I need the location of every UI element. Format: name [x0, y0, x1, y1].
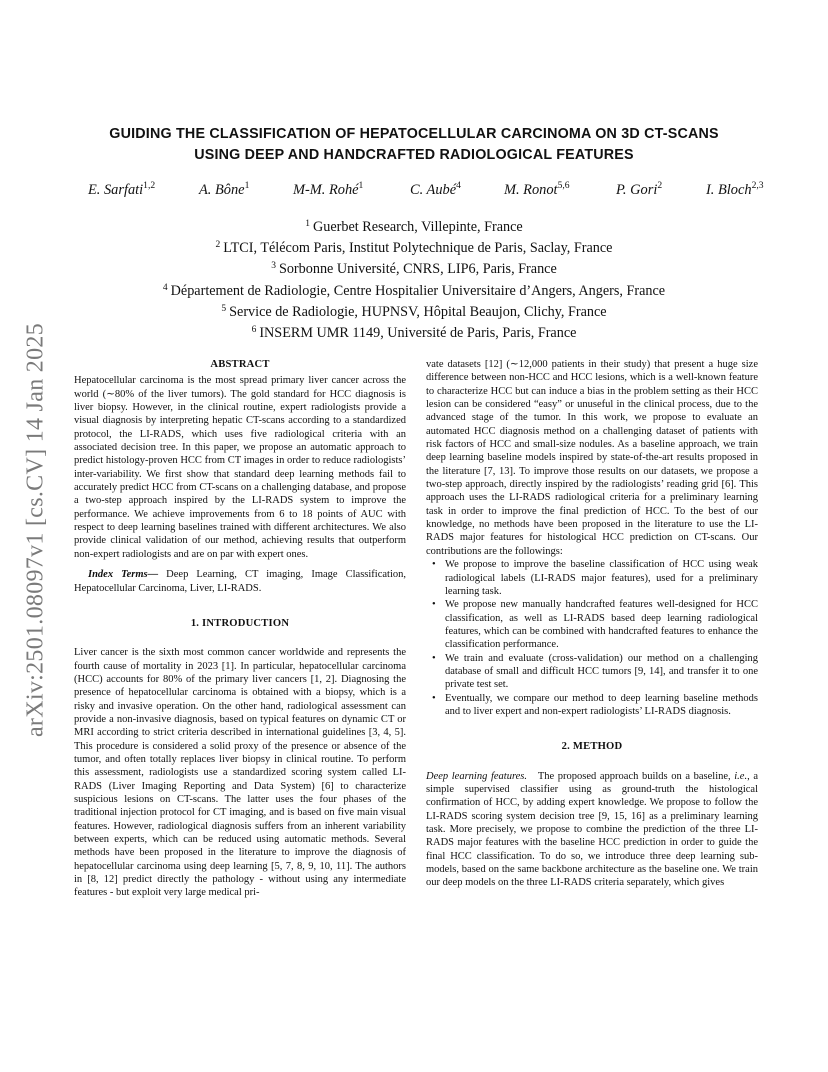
- arxiv-stamp-text: arXiv:2501.08097v1 [cs.CV] 14 Jan 2025: [22, 322, 49, 738]
- author: E. Sarfati$^{1,2}$: [88, 180, 156, 198]
- affiliation: $^3$ Sorbonne Université, CNRS, LIP6, Paris, France: [271, 261, 557, 278]
- index-terms: [74, 568, 406, 595]
- affiliation: $^5$ Service de Radiologie, HUPNSV, Hôpital Beaujon, Clichy, France: [221, 303, 607, 320]
- contribution-item: • We propose to improve the baseline classification of HCC using weak radiological labels (LI-RADS major features), used for a preliminary learning task.: [432, 559, 758, 597]
- author: M-M. Rohé$^1$: [293, 180, 364, 198]
- title-line-2: USING DEEP AND HANDCRAFTED RADIOLOGICAL FEATURES: [194, 147, 634, 163]
- author: P. Gori$^2$: [616, 180, 663, 198]
- author: I. Bloch$^{2,3}$: [706, 180, 764, 198]
- affiliation: $^6$ INSERM UMR 1149, Université de Paris, Paris, France: [251, 325, 577, 342]
- method-subheading: Deep learning features.: [426, 770, 528, 782]
- arxiv-stamp: [16, 300, 56, 760]
- abstract-text: Hepatocellular carcinoma is the most spread primary liver cancer across the world (∼80% of the liver tumors). The gold standard for HCC diagnosis is liver biopsy. However, in the clinical routine, expert radiologists provide a visual diagnosis by interpreting hepatic CT-scans according to a standardized protocol, the LI-RADS, which uses five radiological criteria with an associated decision tree. In this paper, we propose an automatic approach to predict histology-proven HCC from CT images in order to reduce radiologists’ inter-variability. We first show that standard deep learning methods fail to accurately predict HCC from CT-scans on a challenging database, and propose a two-step approach inspired by the LI-RADS system to improve the performance. We achieve improvements from 6 to 18 points of AUC with respect to deep learning baselines trained with different architectures. We also provide clinical validation of our method, achieving results that outperform non-expert radiologists and are on par with expert ones.: [74, 375, 406, 560]
- introduction-continuation: vate datasets [12] (∼12,000 patients in their study) that present a huge size difference between non-HCC and HCC lesions, which is a well-known feature to characterize HCC but can induce a bias in the problem setting as their HCC lesion can be considered “easy” or unuseful in the clinical process, due to the advanced stage of the tumor. In this work, we propose to evaluate an automated HCC diagnosis method on a challenging dataset of patients with risk factors of HCC and small-size nodules. As a baseline approach, we train deep learning baseline models inspired by state-of-the-art results proposed in the literature [7, 13]. To improve those results on our datasets, we propose a two-step approach, directly inspired by the radiologists’ reading grid [6]. This approach uses the LI-RADS radiological criteria for a preliminary learning task in order to improve the final prediction of HCC. To the best of our knowledge, no methods have been proposed in the literature to use the LI-RADS major features for histological HCC prediction on CT-scans. Our contributions are the followings:: [426, 359, 758, 557]
- affiliation: $^4$ Département de Radiologie, Centre Hospitalier Universitaire d’Angers, Angers, France: [162, 282, 666, 299]
- contribution-item: • We propose new manually handcrafted features well-designed for HCC classification, as well as LI-RADS based deep learning radiological features, which can be combined with handcrafted features to enhance the classification performance.: [432, 599, 758, 651]
- contribution-item: • Eventually, we compare our method to deep learning baseline methods and to liver expert and non-expert radiologists’ LI-RADS diagnosis.: [432, 692, 758, 717]
- author-list: [88, 180, 778, 200]
- author: C. Aubé$^4$: [410, 180, 461, 198]
- abstract-heading: ABSTRACT: [210, 359, 270, 370]
- affiliation: $^1$ Guerbet Research, Villepinte, France: [305, 219, 523, 235]
- introduction-heading: 1. INTRODUCTION: [190, 617, 290, 629]
- title-line-1: GUIDING THE CLASSIFICATION OF HEPATOCELLULAR CARCINOMA ON 3D CT-SCANS: [109, 126, 719, 142]
- index-terms-label: Index Terms—: [88, 569, 159, 581]
- author: M. Ronot$^{5,6}$: [504, 180, 570, 198]
- method-heading: 2. METHOD: [561, 741, 623, 753]
- author: A. Bône$^1$: [199, 180, 250, 198]
- introduction-text: Liver cancer is the sixth most common cancer worldwide and represents the fourth cause of mortality in 2023 [1]. In particular, hepatocellular carcinoma (HCC) accounts for 80% of the primary liver cancers [1, 2]. Diagnosing the presence of hepatocellular carcinoma is obtained with a biopsy, which is a risky and invasive operation. On the other hand, radiological assessment can provide a non-invasive diagnosis, based on typical features on dynamic CT or MRI according to strict criteria described in international guidelines [3, 4, 5]. This procedure is considered a solid proxy of the presence or absence of the tumor, and often totally replaces liver biopsy in clinical routine. To perform this assessment, radiologists use a standardized scoring system called LI-RADS (Liver Imaging Reporting and Data System) [6] to characterize suspicious lesions on CT-scans. The latter uses the four phases of the traditional injection protocol for CT imaging, and is based on five main visual features. However, radiological diagnosis suffers from an inherent variability between experts, which can be reduced using automatic methods. Several methods have been proposed in the literature to improve the diagnosis of hepatocellular carcinoma using deep learning [5, 7, 8, 9, 10, 11]. The authors in [8, 12] predict directly the pathology - without using any intermediate features - but exploit very large medical pri-: [74, 647, 406, 899]
- paper-title: [60, 124, 768, 166]
- right-column: [426, 358, 758, 890]
- affiliation-list: [60, 215, 768, 342]
- left-column: [74, 358, 406, 900]
- contribution-item: • We train and evaluate (cross-validation) our method on a challenging database of small and difficult HCC tumors [9, 14], and transfer it to one private test set.: [432, 652, 758, 691]
- affiliation: $^2$ LTCI, Télécom Paris, Institut Polytechnique de Paris, Saclay, France: [215, 240, 613, 257]
- index-terms-text: Deep Learning, CT imaging, Image Classification, Hepatocellular Carcinoma, Liver, LI-RADS.: [74, 569, 407, 594]
- method-text: Deep learning features. The proposed approach builds on a baseline, i.e., a simple supervised classifier using as ground-truth the histological confirmation of HCC, by adding expert knowledge. We propose to follow the LI-RADS scoring system decision tree [9, 15, 16] as a preliminary learning task. More precisely, we propose to combine the prediction of the three LI-RADS major features with the baseline HCC prediction in order to guide the final HCC classification. To do so, we introduce three deep learning sub-models, based on the same backbone architecture as the baseline one. We train our deep models on the three LI-RADS criteria separately, which gives: [426, 770, 758, 889]
